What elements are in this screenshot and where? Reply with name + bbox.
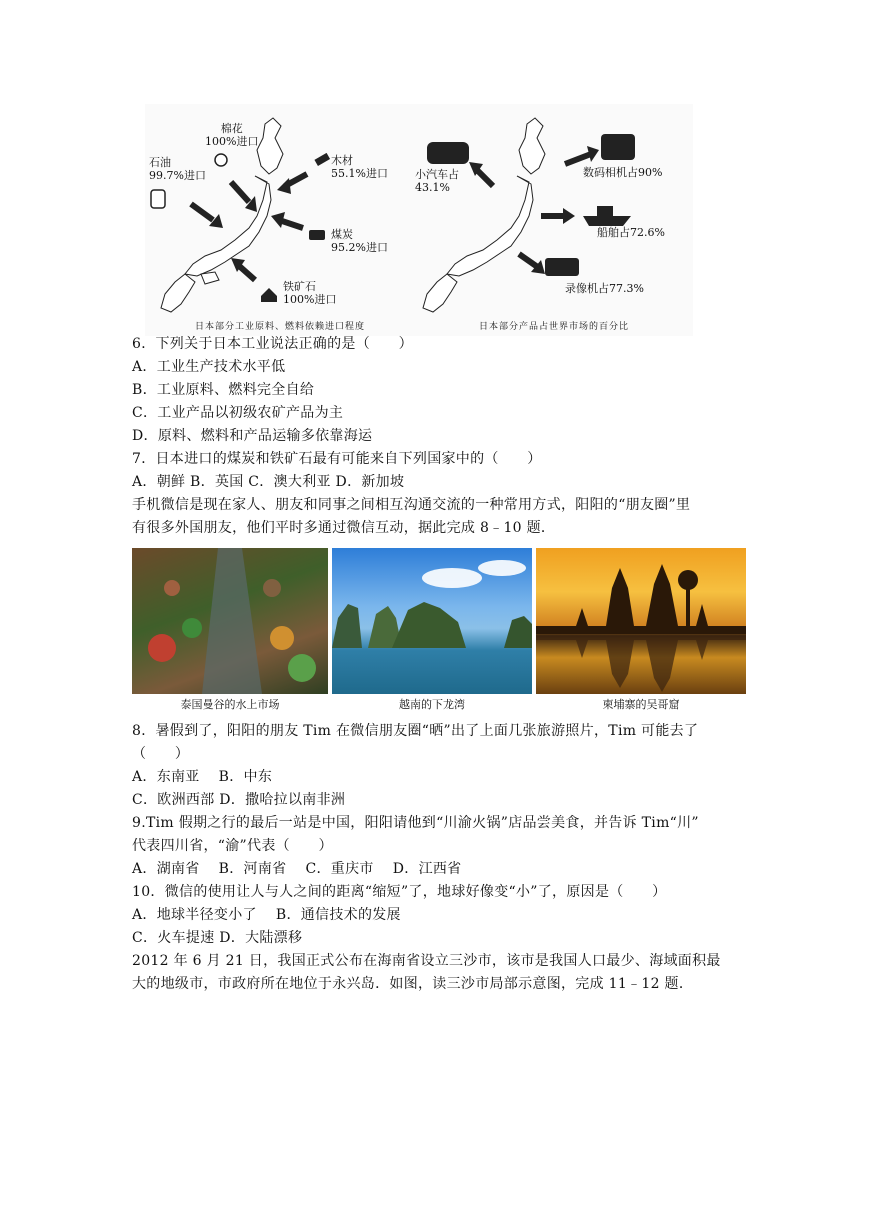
q7-options: A．朝鲜 B．英国 C．澳大利亚 D．新加坡 (132, 474, 405, 490)
oil-label: 石油 99.7%进口 (149, 156, 206, 182)
passage-sansha-line-1: 2012 年 6 月 21 日，我国正式公布在海南省设立三沙市，该市是我国人口最少、海域面积最 (132, 953, 721, 969)
iron-ore-icon (261, 288, 277, 302)
q8-options-cd: C．欧洲西部 D．撒哈拉以南非洲 (132, 792, 346, 808)
cotton-label: 棉花 100%进口 (205, 122, 259, 148)
coal-label: 煤炭 95.2%进口 (331, 228, 388, 254)
oil-barrel-icon (151, 190, 165, 208)
car-icon (427, 142, 469, 164)
japan-outline-right (415, 104, 693, 336)
passage-wechat-line-2: 有很多外国朋友，他们平时多通过微信互动，据此完成 8﹣10 题． (132, 520, 556, 536)
japan-import-map (145, 104, 415, 336)
q10-options-cd: C．火车提速 D．大陆漂移 (132, 930, 303, 946)
wood-icon (314, 153, 330, 166)
question-6: 6．下列关于日本工业说法正确的是（ ） (132, 336, 413, 352)
japan-export-map (415, 104, 693, 336)
floating-market-photo (132, 548, 328, 694)
photo-caption-bangkok: 泰国曼谷的水上市场 (180, 698, 280, 711)
q6-option-b: B．工业原料、燃料完全自给 (132, 382, 315, 398)
japan-maps-figure (145, 104, 693, 336)
photo-caption-halong: 越南的下龙湾 (399, 698, 465, 711)
question-10: 10．微信的使用让人与人之间的距离“缩短”了，地球好像变“小”了，原因是（ ） (132, 884, 667, 900)
question-9-line-1: 9.Tim 假期之行的最后一站是中国，阳阳请他到“川渝火锅”店品尝美食，并告诉 Tim“川” (132, 815, 699, 831)
ship-icon (583, 206, 631, 226)
travel-photos (132, 548, 746, 714)
video-recorder-label: 录像机占77.3% (565, 282, 644, 295)
japan-outline-left (145, 104, 415, 336)
video-recorder-icon (545, 258, 579, 276)
right-map-caption: 日本部分产品占世界市场的百分比 (478, 322, 629, 332)
coal-cart-icon (309, 230, 325, 240)
question-8-bracket: （ ） (132, 746, 190, 762)
question-9-line-2: 代表四川省，“渝”代表（ ） (132, 838, 333, 854)
car-label: 小汽车占 43.1% (415, 168, 459, 194)
wood-label: 木材 55.1%进口 (331, 154, 388, 180)
q8-options-ab: A．东南亚 B．中东 (132, 769, 273, 785)
passage-sansha-line-2: 大的地级市，市政府所在地位于永兴岛．如图，读三沙市局部示意图，完成 11﹣12 题． (132, 976, 694, 992)
halong-bay-photo (332, 548, 532, 694)
question-8: 8．暑假到了，阳阳的朋友 Tim 在微信朋友圈“晒”出了上面几张旅游照片，Tim 可能去了 (132, 723, 699, 739)
q10-options-ab: A．地球半径变小了 B．通信技术的发展 (132, 907, 401, 923)
camera-label: 数码相机占90% (583, 166, 663, 179)
angkor-wat-photo (536, 548, 746, 694)
q6-option-a: A．工业生产技术水平低 (132, 359, 286, 375)
q9-options: A．湖南省 B．河南省 C．重庆市 D．江西省 (132, 861, 462, 877)
left-map-caption: 日本部分工业原料、燃料依赖进口程度 (194, 322, 365, 332)
cotton-icon (215, 154, 227, 166)
question-7: 7．日本进口的煤炭和铁矿石最有可能来自下列国家中的（ ） (132, 451, 542, 467)
photo-caption-angkor: 柬埔寨的吴哥窟 (602, 698, 680, 711)
iron-ore-label: 铁矿石 100%进口 (283, 280, 337, 306)
q6-option-d: D．原料、燃料和产品运输多依靠海运 (132, 428, 373, 444)
ship-label: 船舶占72.6% (597, 226, 665, 239)
camera-icon (601, 134, 635, 160)
passage-wechat-line-1: 手机微信是现在家人、朋友和同事之间相互沟通交流的一种常用方式，阳阳的“朋友圈”里 (132, 497, 691, 513)
q6-option-c: C．工业产品以初级农矿产品为主 (132, 405, 344, 421)
